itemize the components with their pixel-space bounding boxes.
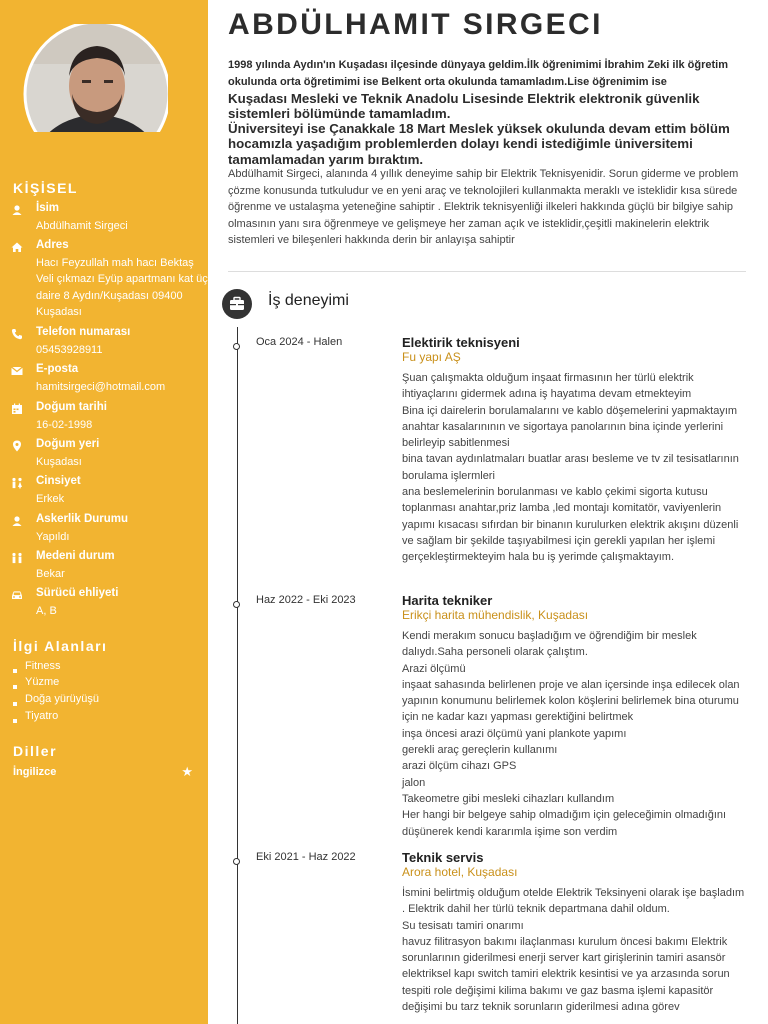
personal-value: Kuşadası — [36, 456, 82, 468]
interest-item: Tiyatro — [13, 710, 58, 723]
phone-icon — [10, 327, 24, 341]
candidate-name: ABDÜLHAMIT SIRGECI — [228, 8, 603, 41]
job-line: Şuan çalışmakta olduğum inşaat firmasının her türlü elektrik ihtiyaçlarını gidermek adına iş hayatıma devam etmekteyim — [402, 372, 694, 401]
location-pin-icon — [10, 439, 24, 453]
personal-value: 05453928911 — [36, 344, 103, 356]
language-item — [13, 766, 193, 778]
job-description — [402, 628, 747, 840]
bullet-icon — [13, 719, 17, 723]
personal-label: Sürücü ehliyeti — [36, 587, 119, 599]
bullet-icon — [13, 685, 17, 689]
job-line: Kendi merakım sonucu başladığım ve öğrendiğim bir meslek dalıydı.Saha personeli olarak çalıştım. — [402, 630, 697, 659]
bio-university: Üniversiteyi ise Çanakkale 18 Mart Meslek yüksek okulunda devam ettim bölüm hocamızla yaşadığım problemlerden dolayı kendi istediğimle üniversitemi tamamlamadan yarım bıraktım. — [228, 121, 730, 167]
calendar-icon — [10, 402, 24, 416]
job-line: gerekli araç gereçlerin kullanımı — [402, 744, 558, 757]
job-date: Eki 2021 - Haz 2022 — [256, 851, 356, 863]
job-line: ana beslemelerinin borulanması ve kablo çekimi sigorta kutusu toplanması anahtar,priz lamba ,led montajı komitatör, vaviyenlerin yapımı kısacası sıfırdan bir binanın kurulurken elektrik akışını düzenli ve sağlam bir şekilde taşıyabilmesi için gerekli yapılan her işlemi gerçekleştirmekteyim hala bu iş yerimde çalışmaktayım. — [402, 486, 739, 564]
personal-value: hamitsirgeci@hotmail.com — [36, 381, 166, 393]
bio-highschool: Kuşadası Mesleki ve Teknik Anadolu Lisesinde Elektrik elektronik güvenlik sistemleri bölümünde tamamladım. — [228, 91, 700, 122]
interest-item: Doğa yürüyüşü — [13, 693, 99, 706]
job-company: Fu yapı AŞ — [402, 350, 461, 364]
job-title: Teknik servis — [402, 850, 484, 865]
briefcase-icon — [222, 289, 252, 319]
personal-label: İsim — [36, 202, 60, 214]
job-line: bina tavan aydınlatmaları buatlar arası besleme ve tv zil tesisatlarının borulama işlermleri — [402, 453, 739, 482]
personal-value: Erkek — [36, 493, 65, 505]
car-icon — [10, 588, 24, 602]
divider — [228, 271, 746, 272]
job-line: inşa öncesi arazi ölçümü yani plankote yapımı — [402, 727, 627, 740]
job-description — [402, 370, 747, 566]
person-icon — [10, 514, 24, 528]
timeline-node — [233, 858, 240, 865]
languages-section-title: Diller — [13, 743, 58, 759]
personal-label: Doğum tarihi — [36, 401, 107, 413]
job-line: anahtar kasalarınının ve sigortaya panolarının bina içinde yerlerini belirleyip sabitlenmesi — [402, 420, 724, 450]
language-name: İngilizce — [13, 766, 57, 778]
profile-photo — [22, 24, 168, 132]
bullet-icon — [13, 669, 17, 673]
job-line: Su tesisatı tamiri onarımı — [402, 919, 524, 932]
timeline-line — [237, 327, 238, 1024]
interest-item: Fitness — [13, 660, 60, 673]
job-company: Arora hotel, Kuşadası — [402, 865, 518, 879]
home-icon — [10, 240, 24, 254]
sidebar — [0, 0, 208, 1024]
couple-icon — [10, 551, 24, 565]
personal-label: Medeni durum — [36, 550, 115, 562]
personal-label: Askerlik Durumu — [36, 513, 129, 525]
personal-label: E-posta — [36, 363, 79, 375]
timeline-node — [233, 601, 240, 608]
personal-label: Doğum yeri — [36, 438, 100, 450]
personal-value: Yapıldı — [36, 531, 70, 543]
job-line: Takeometre gibi mesleki cihazları kullandım — [402, 792, 615, 805]
timeline-node — [233, 343, 240, 350]
interest-item: Yüzme — [13, 676, 59, 689]
job-line: inşaat sahasında belirlenen proje ve alan içersinde inşa edilecek olan yapının konumunu belirlemek kolon köşlerini belirlemek bina oturumu için ne kadar kazı yapması gerektiğini belirtmek — [402, 678, 740, 724]
job-line: Arazi ölçümü — [402, 662, 466, 675]
personal-value: 16-02-1998 — [36, 419, 93, 431]
job-date: Haz 2022 - Eki 2023 — [256, 594, 356, 606]
job-line: İsmini belirtmiş olduğum otelde Elektrik Teksinyeni olarak işe başladım . Elektrik dahil her türlü teknik departmana dahil oldum. — [402, 887, 745, 916]
job-description — [402, 885, 747, 1015]
bullet-icon — [13, 702, 17, 706]
job-date: Oca 2024 - Halen — [256, 336, 343, 348]
gender-icon — [10, 476, 24, 490]
personal-label: Cinsiyet — [36, 475, 81, 487]
bio-intro: 1998 yılında Aydın'ın Kuşadası ilçesinde dünyaya geldim.İlk öğrenimimi İbrahim Zeki ilk öğretim okulunda orta öğretimimi ise Belkent orta okulunda tamamladım.Lise öğrenimim ise — [228, 59, 729, 88]
interests-section-title: İlgi Alanları — [13, 638, 108, 654]
bio-summary: Abdülhamit Sirgeci, alanında 4 yıllık deneyime sahip bir Elektrik Teknisyenidir. Sorun giderme ve problem çözme konusunda tutkuludur ve en yeni araç ve teknolojileri kullanmakta meraklı ve isteklidir kısa sürede öğrenme ve ustalaşma yeteneğine sahiptir . Elektrik teknisyenliği ilkeleri hakkında güçlü bir bilgiye sahip olmasının yanı sıra öğrenmeye ve gelişmeye her zaman açık ve isteklidir,çeşitli makinelerin elektrik sistemleri ve bileşenleri hakkında derin bir anlayışa sahiptir — [228, 168, 739, 247]
experience-section-title: İş deneyimi — [268, 292, 349, 309]
person-icon — [10, 203, 24, 217]
job-line: Bina içi dairelerin borulamalarını ve kablo döşemelerini yapmaktayım — [402, 404, 738, 417]
envelope-icon — [10, 364, 24, 378]
job-line: arazi ölçüm cihazı GPS — [402, 760, 517, 773]
job-line: Her hangi bir belgeye sahip olmadığım için geleceğimin olmadığını düşünerek kendi kararımla işime son verdim — [402, 809, 727, 838]
personal-label: Adres — [36, 239, 69, 251]
star-icon: ★ — [181, 764, 193, 779]
personal-value: Abdülhamit Sirgeci — [36, 220, 128, 232]
job-company: Erikçi harita mühendislik, Kuşadası — [402, 608, 589, 622]
personal-value: Bekar — [36, 568, 65, 580]
job-title: Harita tekniker — [402, 593, 493, 608]
personal-value: A, B — [36, 605, 57, 617]
job-line: jalon — [402, 776, 426, 789]
personal-section-title: KİŞİSEL — [13, 180, 78, 196]
job-title: Elektirik teknisyeni — [402, 335, 520, 350]
personal-label: Telefon numarası — [36, 326, 131, 338]
personal-value: Hacı Feyzullah mah hacı Bektaş Veli çıkmazı Eyüp apartmanı kat üç daire 8 Aydın/Kuşadası 09400 Kuşadası — [36, 257, 208, 318]
job-line: havuz filitrasyon bakımı ilaçlanması kurulum öncesi bakımı Elektrik sorunlarının giderilmesi enerji server kart girişlerinin tamiri asansör elektriksel kapı switch tamiri elektrik kesintisi ve ya arzasında sorun tespiti role değişimi kilima bakımı ve gaz basma işlemi kapasitör değişimi bu tarz teknik sorunların giderilmesi adına görev — [402, 935, 730, 1014]
